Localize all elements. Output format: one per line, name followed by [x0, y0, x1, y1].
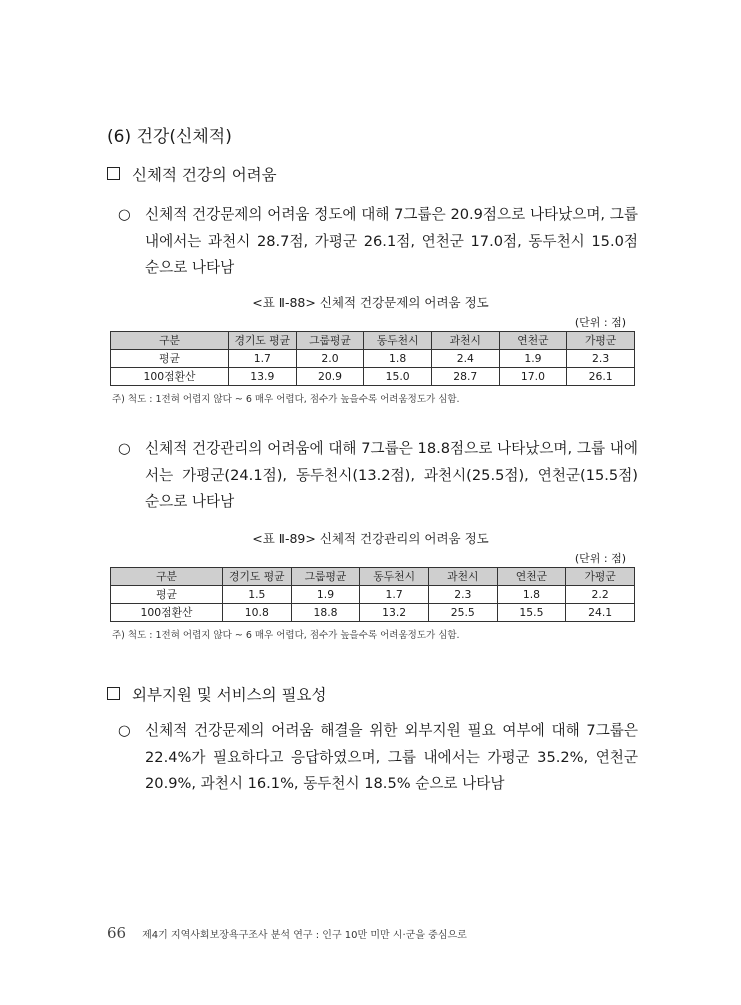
paragraph-1 — [118, 202, 638, 282]
table-header-row — [111, 568, 635, 586]
table-cell: 1.9 — [291, 586, 360, 604]
paragraph-text: 신체적 건강관리의 어려움에 대해 7그룹은 18.8점으로 나타났으며, 그룹 내에서는 가평군(24.1점), 동두천시(13.2점), 과천시(25.5점), 연천군(15.5점) 순으로 나타남 — [145, 440, 638, 510]
circle-bullet-icon: ○ — [118, 722, 131, 739]
table-note: 주) 척도 : 1전혀 어렵지 않다 ~ 6 매우 어렵다, 점수가 높을수록 어려움정도가 심함. — [112, 394, 460, 405]
table-row — [111, 586, 635, 604]
table-row — [111, 604, 635, 622]
header-cell: 그룹평균 — [296, 332, 364, 350]
circle-bullet-icon: ○ — [118, 440, 131, 457]
table-cell: 1.9 — [499, 350, 567, 368]
section-title: (6) 건강(신체적) — [107, 127, 232, 147]
table-row — [111, 350, 635, 368]
page-footer — [107, 924, 467, 942]
table-cell: 18.8 — [291, 604, 360, 622]
table-cell: 24.1 — [566, 604, 635, 622]
table-cell: 2.0 — [296, 350, 364, 368]
subsection-title: 신체적 건강의 어려움 — [132, 166, 277, 184]
subsection-heading-1 — [107, 163, 277, 185]
header-cell: 동두천시 — [360, 568, 429, 586]
table-cell: 2.3 — [567, 350, 635, 368]
circle-bullet-icon: ○ — [118, 206, 131, 223]
table-cell: 20.9 — [296, 368, 364, 386]
table-cell: 28.7 — [431, 368, 499, 386]
table-cell: 2.3 — [428, 586, 497, 604]
header-cell: 연천군 — [497, 568, 566, 586]
table-cell: 25.5 — [428, 604, 497, 622]
table-cell: 100점환산 — [111, 604, 223, 622]
table-cell: 1.5 — [223, 586, 292, 604]
table-caption: <표 Ⅱ-88> 신체적 건강문제의 어려움 정도 — [252, 295, 489, 310]
table-note: 주) 척도 : 1전혀 어렵지 않다 ~ 6 매우 어렵다, 점수가 높을수록 어려움정도가 심함. — [112, 630, 460, 641]
table-cell: 15.0 — [364, 368, 432, 386]
paragraph-text: 신체적 건강문제의 어려움 해결을 위한 외부지원 필요 여부에 대해 7그룹은 22.4%가 필요하다고 응답하였으며, 그룹 내에서는 가평군 35.2%, 연천군 20.9%, 과천시 16.1%, 동두천시 18.5% 순으로 나타남 — [145, 722, 638, 792]
header-cell: 경기도 평균 — [223, 568, 292, 586]
table-cell: 1.8 — [364, 350, 432, 368]
table-cell: 26.1 — [567, 368, 635, 386]
header-cell: 과천시 — [431, 332, 499, 350]
header-cell: 연천군 — [499, 332, 567, 350]
paragraph-2 — [118, 436, 638, 516]
table-cell: 2.2 — [566, 586, 635, 604]
table-cell: 1.7 — [229, 350, 297, 368]
table-unit: (단위 : 점) — [574, 316, 626, 329]
header-cell: 가평군 — [567, 332, 635, 350]
table-cell: 17.0 — [499, 368, 567, 386]
header-cell: 구분 — [111, 568, 223, 586]
table-cell: 15.5 — [497, 604, 566, 622]
table-cell: 13.2 — [360, 604, 429, 622]
footer-text: 제4기 지역사회보장욕구조사 분석 연구 : 인구 10만 미만 시·군을 중심으로 — [142, 930, 467, 941]
header-cell: 동두천시 — [364, 332, 432, 350]
table-cell: 평균 — [111, 350, 229, 368]
page-number: 66 — [107, 924, 127, 942]
table-caption: <표 Ⅱ-89> 신체적 건강관리의 어려움 정도 — [252, 531, 489, 546]
subsection-title: 외부지원 및 서비스의 필요성 — [132, 686, 327, 704]
table-cell: 평균 — [111, 586, 223, 604]
table-cell: 10.8 — [223, 604, 292, 622]
square-bullet-icon — [107, 687, 120, 700]
data-table-2 — [110, 567, 635, 622]
table-row — [111, 368, 635, 386]
subsection-heading-2 — [107, 683, 326, 705]
table-cell: 1.8 — [497, 586, 566, 604]
header-cell: 가평군 — [566, 568, 635, 586]
header-cell: 구분 — [111, 332, 229, 350]
table-cell: 13.9 — [229, 368, 297, 386]
header-cell: 경기도 평균 — [229, 332, 297, 350]
header-cell: 과천시 — [428, 568, 497, 586]
table-cell: 100점환산 — [111, 368, 229, 386]
data-table-1 — [110, 331, 635, 386]
table-cell: 1.7 — [360, 586, 429, 604]
table-cell: 2.4 — [431, 350, 499, 368]
paragraph-3 — [118, 718, 638, 798]
square-bullet-icon — [107, 167, 120, 180]
paragraph-text: 신체적 건강문제의 어려움 정도에 대해 7그룹은 20.9점으로 나타났으며, 그룹 내에서는 과천시 28.7점, 가평군 26.1점, 연천군 17.0점, 동두천시 15.0점 순으로 나타남 — [145, 206, 638, 276]
table-unit: (단위 : 점) — [574, 552, 626, 565]
table-header-row — [111, 332, 635, 350]
header-cell: 그룹평균 — [291, 568, 360, 586]
